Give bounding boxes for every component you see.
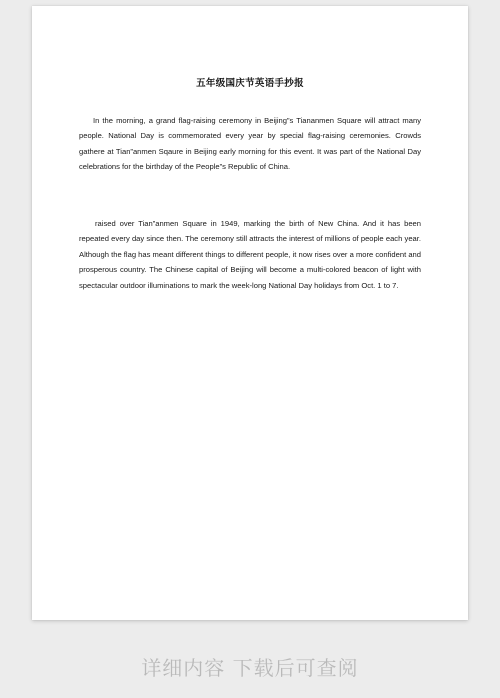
paragraph-1: In the morning, a grand flag-raising ceremony in Beijing”s Tiananmen Square will attract many people. National Day is commemorated every year by special flag-raising ceremonies. Crowds gathere at Tian”anmen Sqaure in Beijing early morning for this event. It was part of the National Day celebrations for the birthday of the People”s Republic of China. (79, 116, 421, 172)
download-prompt: 详细内容 下载后可查阅 (141, 656, 359, 680)
document-title: 五年级国庆节英语手抄报 (196, 78, 304, 89)
document-page (32, 6, 468, 620)
paragraph-2: raised over Tian”anmen Square in 1949, marking the birth of New China. And it has been repeated every day since then. The ceremony still attracts the interest of millions of people each year. Although the flag has meant different things to different people, it now rises over a more confident and prosperous country. The Chinese capital of Beijing will become a multi-colored beacon of light with spectacular outdoor illuminations to mark the week-long National Day holidays from Oct. 1 to 7. (79, 219, 421, 290)
